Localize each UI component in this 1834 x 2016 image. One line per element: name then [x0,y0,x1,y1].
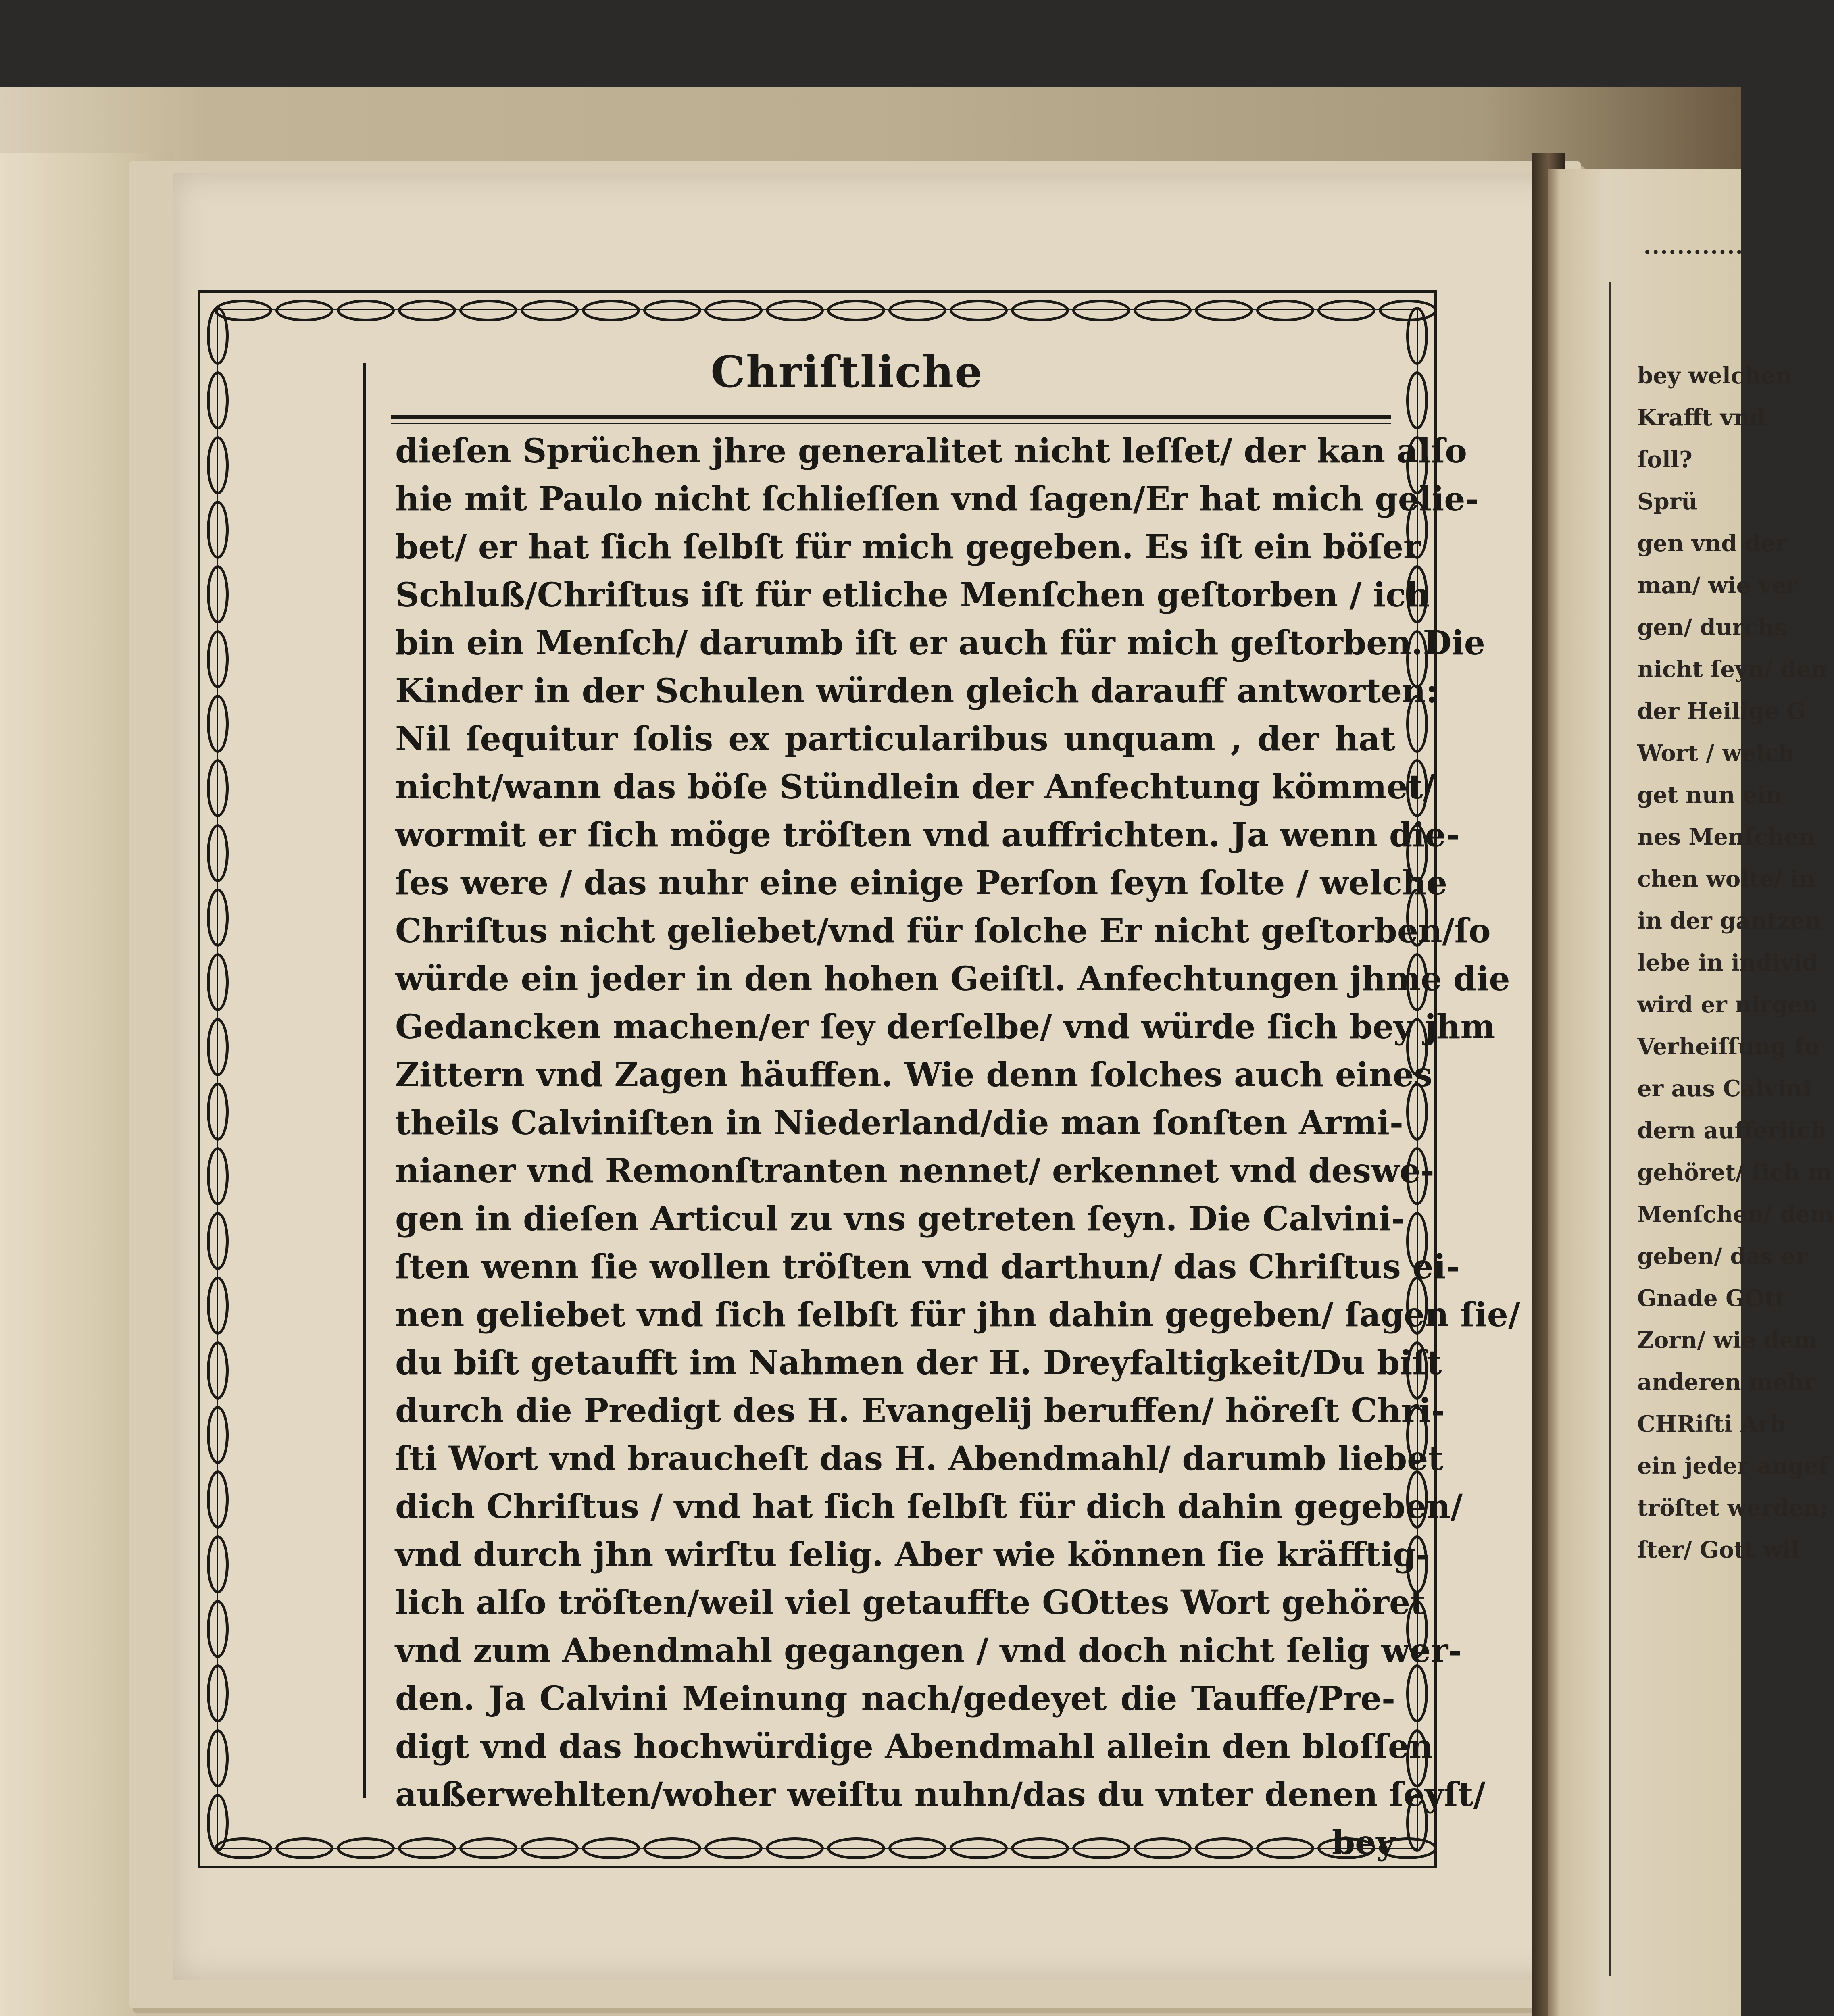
text-line: du biſt getaufft im Nahmen der H. Dreyfaltigkeit/Du biſt [395,1343,1442,1382]
text-line: lich alſo tröſten/weil viel getauffte GOttes Wort gehöret [395,1583,1426,1622]
main-text-block [395,427,1520,1867]
text-line: nicht/wann das böſe Stündlein der Anfechtung kömmet/ [395,768,1435,806]
right-page-line: get nun ein [1637,782,1782,808]
right-page-line: gen/ durchs [1637,614,1787,641]
text-line: dich Chriſtus / vnd hat ſich ſelbſt für dich dahin gegeben/ [395,1487,1463,1526]
text-line: durch die Predigt des H. Evangelij beruffen/ höreſt Chri- [395,1391,1445,1430]
right-page-line: Sprü [1637,488,1698,515]
text-line: den. Ja Calvini Meinung nach/gedeyet die Tauffe/Pre- [395,1679,1395,1718]
text-line: gen in dieſen Articul zu vns getreten ſeyn. Die Calvini- [395,1200,1405,1238]
left-ornament-column [204,305,232,1854]
right-page-line: Gnade GOtt [1637,1285,1786,1312]
right-page-line: er aus Calvini [1637,1075,1811,1102]
right-page-line: man/ wie ver [1637,572,1798,599]
text-line: Gedancken machen/er ſey derſelbe/ vnd würde ſich bey jhm [395,1008,1496,1046]
text-line: Zittern vnd Zagen häuffen. Wie denn ſolches auch eines [395,1056,1433,1094]
right-page-line: Krafft vnd [1637,404,1766,431]
text-line: vnd durch jhn wirſtu ſelig. Aber wie können ſie kräfftig- [395,1535,1430,1574]
right-page-text [1637,355,1834,1571]
right-page-line: CHRiſti Arb [1637,1411,1786,1437]
right-page-line: ſter/ Gott wil [1637,1537,1800,1563]
right-page-top-ornament [1645,250,1741,270]
text-line: Nil ſequitur ſolis ex particularibus unquam , der hat [395,720,1395,758]
running-head: Chriſtliche [711,347,983,398]
right-page-line: Wort / welch [1637,740,1795,766]
text-line: Chriſtus nicht geliebet/vnd für ſolche Er nicht geſtorben/ſo [395,912,1491,950]
text-line: digt vnd das hochwürdige Abendmahl allein den bloſſen [395,1727,1433,1766]
top-ornament-row [213,296,1422,325]
text-line: Kinder in der Schulen würden gleich darauff antworten: [395,672,1438,710]
right-page-line: nicht ſeyn/ den [1637,656,1827,683]
right-page-line: anderen mehr [1637,1369,1816,1395]
right-page-line: in der gantzen [1637,908,1821,934]
right-page-line: gen vnd der [1637,530,1787,557]
left-text-rule [363,363,366,1798]
text-line: ſti Wort vnd braucheſt das H. Abendmahl/ darumb liebet [395,1439,1444,1478]
text-line: würde ein jeder in den hohen Geiſtl. Anfechtungen jhme die [395,960,1510,998]
text-line: wormit er ſich möge tröſten vnd auffrichten. Ja wenn die- [395,816,1460,854]
right-page-line: ſoll? [1637,446,1692,473]
right-page-line: Menſchen/ dem [1637,1201,1834,1228]
text-line: nianer vnd Remonſtranten nennet/ erkennet vnd deswe- [395,1152,1434,1190]
text-line: bin ein Menſch/ darumb iſt er auch für mich geſtorben.Die [395,624,1485,662]
text-line: außerwehlten/woher weiſtu nuhn/das du vnter denen ſeyſt/ [395,1775,1486,1814]
text-line: theils Calviniſten in Niederland/die man ſonſten Armi- [395,1104,1403,1142]
text-line: Schluß/Chriſtus iſt für etliche Menſchen geſtorben / ich [395,576,1430,614]
right-page-line: ein jeder angef [1637,1453,1828,1479]
catchword: bey [1332,1823,1395,1862]
right-page-line: chen wolte/ in [1637,866,1815,892]
text-line: dieſen Sprüchen jhre generalitet nicht leſſet/ der kan alſo [395,432,1467,471]
text-line: hie mit Paulo nicht ſchlieſſen vnd ſagen/Er hat mich gelie- [395,480,1479,519]
right-page-line: tröſtet werden; [1637,1495,1828,1521]
head-rule [391,415,1391,419]
right-page-line: dern aufferlich [1637,1117,1827,1144]
right-page-line: wird er nirgen [1637,991,1819,1018]
right-page-rule [1609,282,1611,1976]
right-page-line: lebe in individ [1637,950,1818,976]
right-page-line: bey welchen [1637,362,1792,389]
right-page-line: gehöret/ ſich m [1637,1159,1832,1186]
text-line: bet/ er hat ſich ſelbſt für mich gegeben. Es iſt ein böſer [395,528,1421,566]
text-line: vnd zum Abendmahl gegangen / vnd doch nicht ſelig wer- [395,1631,1462,1670]
right-page-line: Zorn/ wie dem [1637,1327,1818,1354]
text-line: nen geliebet vnd ſich ſelbſt für jhn dahin gegeben/ ſagen ſie/ [395,1295,1520,1334]
right-page-line: geben/ das er [1637,1243,1807,1270]
right-page-line: der Heilige G [1637,698,1806,725]
text-line: ſes were / das nuhr eine einige Perſon ſeyn ſolte / welche [395,864,1447,902]
right-page-line: nes Menſchen [1637,824,1815,850]
text-line: ſten wenn ſie wollen tröſten vnd darthun/ das Chriſtus ei- [395,1248,1460,1286]
right-page-line: Verheiſſung fu [1637,1033,1821,1060]
